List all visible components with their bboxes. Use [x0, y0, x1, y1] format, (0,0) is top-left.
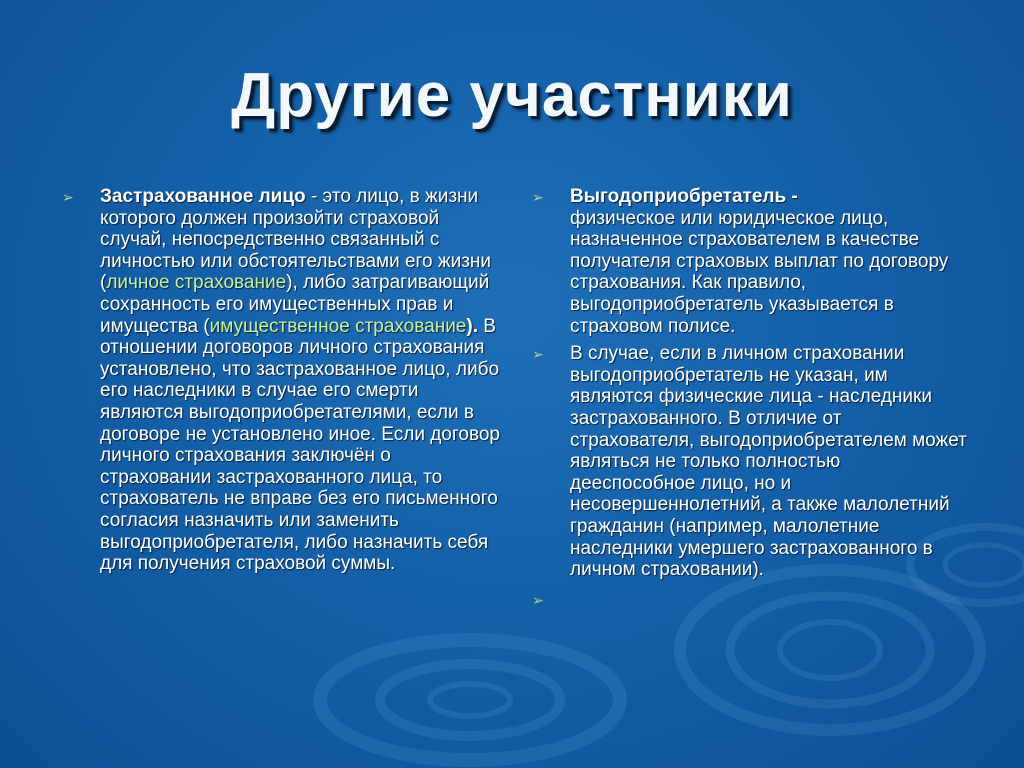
arrow-bullet-icon: ➢ — [62, 189, 74, 205]
link-personal-insurance[interactable]: личное страхование — [106, 272, 287, 294]
bullet-text — [100, 186, 500, 575]
arrow-bullet-icon: ➢ — [532, 346, 544, 363]
term-separator: - — [786, 186, 798, 207]
term-separator: - — [305, 186, 323, 207]
left-column — [60, 186, 500, 581]
definition-text-2: ), либо затрагивающий сохранность его имущественных прав и имущества ( — [100, 272, 490, 337]
slide-title: Другие участники — [231, 61, 793, 130]
arrow-bullet-icon: ➢ — [532, 189, 544, 205]
arrow-bullet-icon: ➢ — [532, 591, 544, 608]
term-insured-person: Застрахованное лицо — [100, 186, 306, 207]
definition-text-3: В отношении договоров личного страхования установлено, что застрахованное лицо, либо его наследники в случае его смерти являются выгодоприобретателями, если в договоре не установлено иное. Если договор личного страхования заключён о страховании застрахованного лица, то страхователь не вправе без его письменного согласия назначить или заменить выгодоприобретателя, либо назначить себя для получения страховой суммы. — [100, 315, 500, 575]
term-beneficiary: Выгодоприобретатель — [570, 186, 787, 207]
definition-close: ). — [466, 315, 478, 337]
bullet-text — [570, 186, 970, 337]
bullet-beneficiary — [530, 186, 970, 337]
bullet-empty — [530, 589, 970, 613]
link-property-insurance[interactable]: имущественное страхование — [209, 315, 467, 337]
definition-text: физическое или юридическое лицо, назначенное страхователем в качестве получателя страховых выплат по договору страхования. Как правило, выгодоприобретатель указывается в страховом полисе. — [570, 207, 949, 337]
bullet-beneficiary-default — [530, 343, 970, 581]
right-column — [530, 186, 970, 619]
definition-text: это лицо, в жизни которого должен произойти страховой случай, непосредственно связанный с личностью или обстоятельствами его жизни ( — [100, 186, 492, 294]
bullet-text: В случае, если в личном страховании выгодоприобретатель не указан, им являются физические лица - наследники застрахованного. В отличие от страхователя, выгодоприобретателем может являться не только полностью дееспособное лицо, но и несовершеннолетний, а также малолетний гражданин (например, малолетние наследники умершего застрахованного в личном страховании). — [570, 343, 967, 581]
bullet-insured-person — [60, 186, 500, 575]
